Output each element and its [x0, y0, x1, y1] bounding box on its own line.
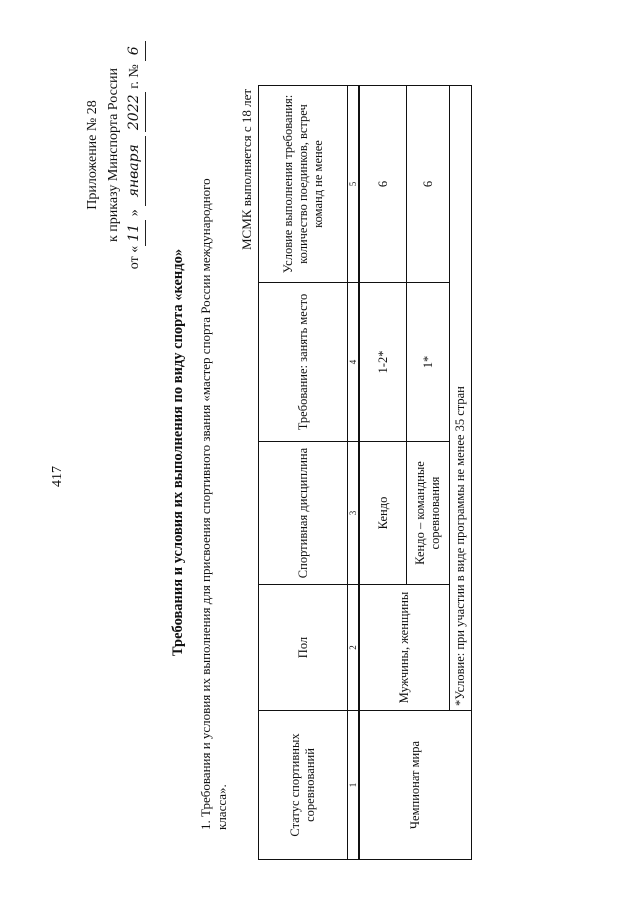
annex-order-ref: к приказу Минспорта России [106, 68, 121, 242]
page-number: 417 [50, 466, 65, 487]
date-month: января [124, 136, 146, 206]
header-status: Статус спортивных соревнований [259, 711, 348, 860]
date-mid: » [127, 209, 142, 217]
annex-number: Приложение № 28 [85, 100, 100, 210]
annex-header [82, 5, 146, 305]
column-number: 5 [348, 86, 360, 283]
count-cell: 6 [407, 86, 450, 283]
header-place: Требование: занять место [259, 283, 348, 442]
date-prefix: от « [127, 245, 142, 270]
date-year: 2022 [124, 92, 146, 132]
requirements-table [258, 85, 472, 860]
table-footnote: *Условие: при участии в виде программы не менее 35 стран [450, 86, 472, 711]
column-number: 4 [348, 283, 360, 442]
table-header-row [259, 86, 348, 860]
date-day: 11 [124, 220, 146, 246]
status-cell: Чемпионат мира [359, 711, 472, 860]
table-number-row [348, 86, 360, 860]
header-discipline: Спортивная дисциплина [259, 442, 348, 585]
table-row [359, 86, 407, 860]
place-cell: 1* [407, 283, 450, 442]
document-title: Требования и условия их выполнения по виду спорта «кендо» [170, 248, 186, 657]
column-number: 3 [348, 442, 360, 585]
column-number: 2 [348, 585, 360, 711]
header-condition: Условие выполнения требования: количество поединков, встреч команд не менее [259, 86, 348, 283]
column-number: 1 [348, 711, 360, 860]
place-cell: 1-2* [359, 283, 407, 442]
header-gender: Пол [259, 585, 348, 711]
discipline-cell: Кендо [359, 442, 407, 585]
count-cell: 6 [359, 86, 407, 283]
date-suffix: г. № [127, 64, 142, 89]
msmk-age-note: МСМК выполняется с 18 лет [239, 88, 254, 250]
section-heading: 1. Требования и условия их выполнения для присвоения спортивного звания «мастер спорта России международного класса». [198, 178, 229, 830]
discipline-cell: Кендо – командные соревнования [407, 442, 450, 585]
annex-date-line [124, 5, 146, 305]
order-number: 6 [124, 41, 146, 61]
gender-cell: Мужчины, женщины [359, 585, 450, 711]
